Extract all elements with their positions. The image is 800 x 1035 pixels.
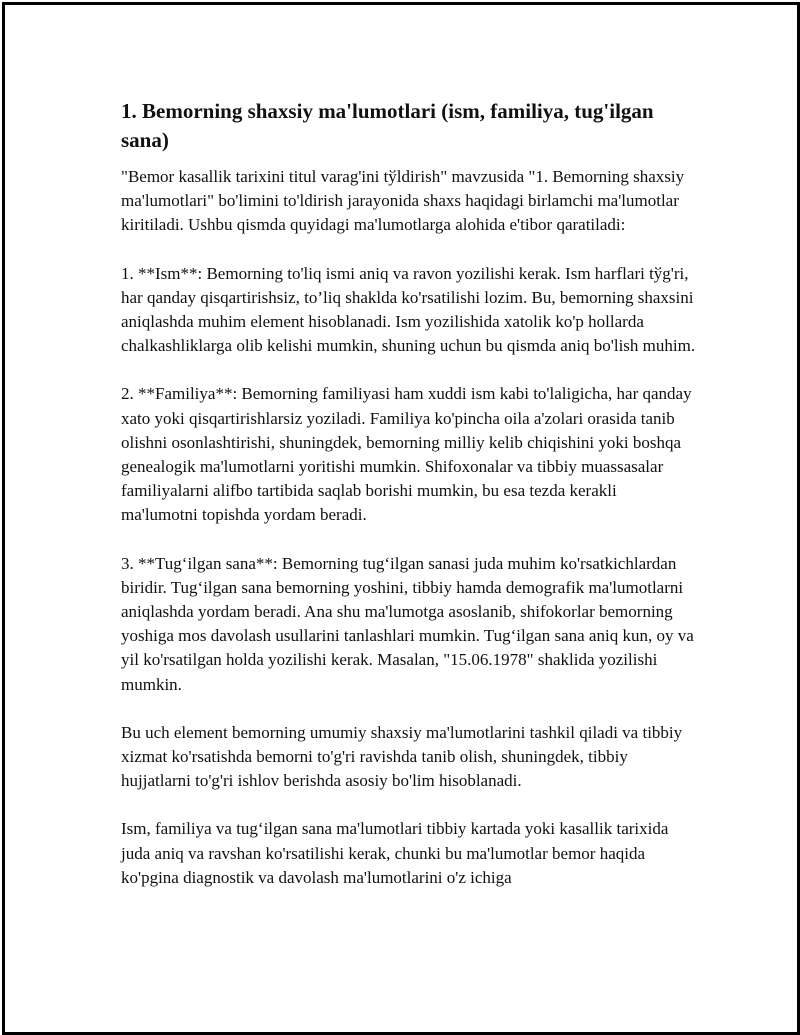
- page-frame: [2, 2, 800, 1035]
- section-heading: 1. Bemorning shaxsiy ma'lumotlari (ism, familiya, tug'ilgan sana): [121, 99, 654, 152]
- intro-paragraph: "Bemor kasallik tarixini titul varag'ini tўldirish" mavzusida "1. Bemorning shaxsiy ma'lumotlari" bo'limini to'ldirish jarayonida shaxs haqidagi birlamchi ma'lumotlar kiritiladi. Ushbu qismda quyidagi ma'lumotlarga alohida e'tibor qaratiladi:: [121, 167, 685, 235]
- document-body: [121, 97, 697, 914]
- ism-paragraph: 1. **Ism**: Bemorning to'liq ismi aniq va ravon yozilishi kerak. Ism harflari tўg'ri, har qanday qisqartirishsiz, to’liq shaklda ko'rsatilishi lozim. Bu, bemorning shaxsini aniqlashda muhim element hisoblanadi. Ism yozilishida xatolik ko'p hollarda chalkashliklarga olib kelishi mumkin, shuning uchun bu qismda aniq bo'lish muhim.: [121, 263, 696, 356]
- summary-paragraph: Bu uch element bemorning umumiy shaxsiy ma'lumotlarini tashkil qiladi va tibbiy xizmat ko'rsatishda bemorni to'g'ri ravishda tanib olish, shuningdek, tibbiy hujjatlarni to'g'ri ishlov berishda asosiy bo'lim hisoblanadi.: [121, 722, 683, 791]
- closing-paragraph: Ism, familiya va tug‘ilgan sana ma'lumotlari tibbiy kartada yoki kasallik tarixida juda aniq va ravshan ko'rsatilishi kerak, chunki bu ma'lumotlar bemor haqida ko'pgina diagnostik va davolash ma'lumotlarini o'z ichiga: [121, 819, 669, 887]
- familiya-paragraph: 2. **Familiya**: Bemorning familiyasi ham xuddi ism kabi to'laligicha, har qanday xato yoki qisqartirishlarsiz yoziladi. Familiya ko'pincha oila a'zolari orasida tanib olishni osonlashtirishi, shuningdek, bemorning milliy kelib chiqishini yoki boshqa genealogik ma'lumotlarni yoritishi mumkin. Shifoxonalar va tibbiy muassasalar familiyalarni alifbo tartibida saqlab borishi mumkin, bu esa tezda kerakli ma'lumotni topishda yordam beradi.: [121, 384, 692, 525]
- tugilgan-sana-paragraph: 3. **Tug‘ilgan sana**: Bemorning tug‘ilgan sanasi juda muhim ko'rsatkichlardan biridir. Tug‘ilgan sana bemorning yoshini, tibbiy hamda demografik ma'lumotlarni aniqlashda yordam beradi. Ana shu ma'lumotga asoslanib, shifokorlar bemorning yoshiga mos davolash usullarini tanlashlari mumkin. Tug‘ilgan sana aniq kun, oy va yil ko'rsatilgan holda yozilishi kerak. Masalan, "15.06.1978" shaklida yozilishi mumkin.: [121, 553, 694, 694]
